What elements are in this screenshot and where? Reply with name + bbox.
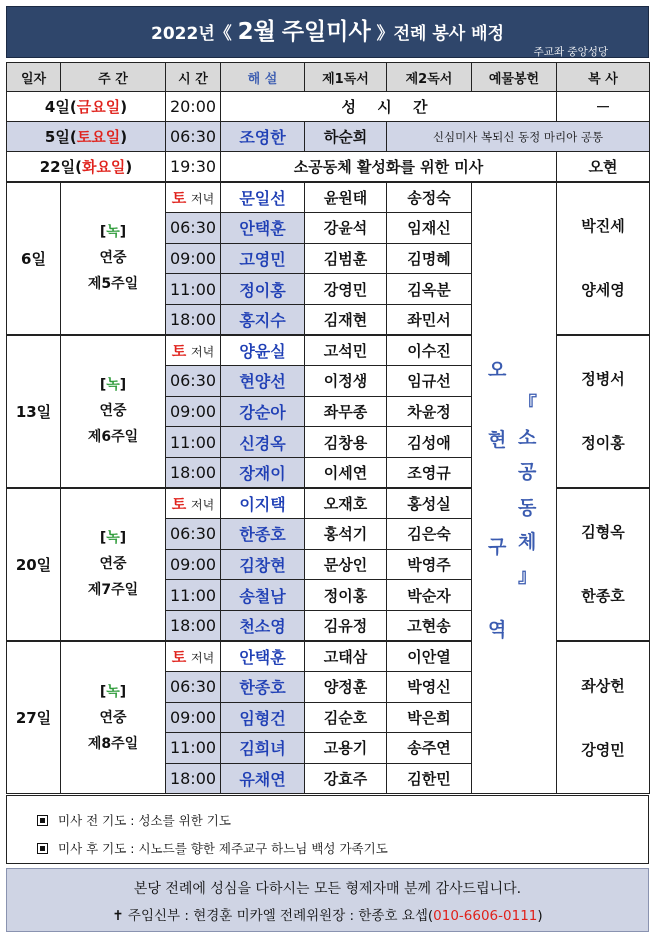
mass-time: 18:00 bbox=[166, 610, 221, 641]
reader1-cell: 윤원태 bbox=[305, 182, 387, 213]
commentary-cell: 안택훈 bbox=[221, 641, 305, 672]
reader1-cell: 고태삼 bbox=[305, 641, 387, 672]
header-commentary: 해 설 bbox=[221, 63, 305, 92]
reader1-cell: 강효주 bbox=[305, 763, 387, 794]
commentary-cell: 천소영 bbox=[221, 610, 305, 641]
week-date: 13일 bbox=[7, 335, 61, 488]
mass-time: 토 저녁 bbox=[166, 641, 221, 672]
commentary-cell: 장재이 bbox=[221, 457, 305, 488]
reader1-cell: 강윤석 bbox=[305, 213, 387, 244]
reader2-cell: 송주연 bbox=[387, 733, 472, 764]
commentary-cell: 양윤실 bbox=[221, 335, 305, 366]
special-reader1: 하순희 bbox=[305, 122, 387, 152]
offering-char: 오 bbox=[488, 359, 507, 381]
commentary-cell: 한종호 bbox=[221, 519, 305, 550]
reader2-cell: 박은희 bbox=[387, 702, 472, 733]
mass-time: 11:00 bbox=[166, 274, 221, 305]
header-time: 시 간 bbox=[166, 63, 221, 92]
reader2-cell: 임재신 bbox=[387, 213, 472, 244]
commentary-cell: 신경옥 bbox=[221, 427, 305, 458]
week-date: 20일 bbox=[7, 488, 61, 641]
phone-number: 010-6606-0111 bbox=[433, 908, 538, 924]
reader1-cell: 이세연 bbox=[305, 457, 387, 488]
reader2-cell: 차윤정 bbox=[387, 396, 472, 427]
reader1-cell: 고석민 bbox=[305, 335, 387, 366]
week-label: [녹] 연중 제6주일 bbox=[61, 335, 166, 488]
offering-char: 현 bbox=[488, 429, 507, 451]
reader1-cell: 오재호 bbox=[305, 488, 387, 519]
special-date: 5일(토요일) bbox=[7, 122, 166, 152]
offering-cell bbox=[472, 182, 557, 794]
week-label: [녹] 연중 제7주일 bbox=[61, 488, 166, 641]
reader2-cell: 좌민서 bbox=[387, 304, 472, 335]
commentary-cell: 임형건 bbox=[221, 702, 305, 733]
reader2-cell: 김성애 bbox=[387, 427, 472, 458]
reader2-cell: 김옥분 bbox=[387, 274, 472, 305]
altar-cell: 정병서 정이홍 bbox=[557, 335, 650, 488]
mass-time: 토 저녁 bbox=[166, 488, 221, 519]
header-row bbox=[7, 63, 650, 92]
mass-time: 토 저녁 bbox=[166, 182, 221, 213]
mass-time: 18:00 bbox=[166, 763, 221, 794]
reader2-cell: 송정숙 bbox=[387, 182, 472, 213]
header-table bbox=[6, 62, 650, 182]
mass-time: 09:00 bbox=[166, 243, 221, 274]
note-item: 미사 후 기도 : 시노드를 향한 제주교구 하느님 백성 가족기도 bbox=[37, 839, 388, 857]
thanks-message: 본당 전례에 성심을 다하시는 모든 형제자매 분께 감사드립니다. bbox=[133, 881, 522, 897]
commentary-cell: 홍지수 bbox=[221, 304, 305, 335]
note-item: 미사 전 기도 : 성소를 위한 기도 bbox=[37, 811, 231, 829]
mass-time: 11:00 bbox=[166, 580, 221, 611]
mass-time: 09:00 bbox=[166, 549, 221, 580]
reader2-cell: 이안열 bbox=[387, 641, 472, 672]
reader2-cell: 김명혜 bbox=[387, 243, 472, 274]
altar-cell: 김형옥 한종호 bbox=[557, 488, 650, 641]
mass-time: 11:00 bbox=[166, 733, 221, 764]
offering-char: 구 bbox=[488, 536, 507, 558]
reader1-cell: 문상인 bbox=[305, 549, 387, 580]
commentary-cell: 고영민 bbox=[221, 243, 305, 274]
special-content: 소공동체 활성화를 위한 미사 bbox=[221, 152, 557, 182]
offering-char: 역 bbox=[488, 619, 507, 641]
reader2-cell: 김한민 bbox=[387, 763, 472, 794]
page-title bbox=[7, 13, 648, 46]
header-week: 주 간 bbox=[61, 63, 166, 92]
commentary-cell: 김희녀 bbox=[221, 733, 305, 764]
week-label: [녹] 연중 제8주일 bbox=[61, 641, 166, 794]
title-year: 2022년《 bbox=[151, 24, 232, 44]
reader2-cell: 박영주 bbox=[387, 549, 472, 580]
title-suffix: 》전례 봉사 배정 bbox=[376, 24, 504, 44]
reader1-cell: 좌무종 bbox=[305, 396, 387, 427]
special-date: 4일(금요일) bbox=[7, 92, 166, 122]
reader2-cell: 김은숙 bbox=[387, 519, 472, 550]
offering-char: 소 bbox=[518, 427, 537, 449]
mass-time: 18:00 bbox=[166, 457, 221, 488]
altar-cell: 박진세 양세영 bbox=[557, 182, 650, 335]
offering-char: 체 bbox=[518, 531, 537, 553]
header-reader1: 제1독서 bbox=[305, 63, 387, 92]
special-date: 22일(화요일) bbox=[7, 152, 166, 182]
signature-line: ✝ 주임신부 : 현경훈 미카엘 전례위원장 : 한종호 요셉(010-6606-0111) bbox=[112, 908, 543, 924]
checkbox-icon bbox=[37, 843, 48, 854]
title-mass: 주일미사 bbox=[281, 19, 371, 45]
offering-char: 공 bbox=[518, 461, 537, 483]
reader1-cell: 강영민 bbox=[305, 274, 387, 305]
special-row bbox=[7, 122, 650, 152]
altar-cell: 좌상헌 강영민 bbox=[557, 641, 650, 794]
commentary-cell: 문일선 bbox=[221, 182, 305, 213]
special-commentary: 조영한 bbox=[221, 122, 305, 152]
reader2-cell: 조영규 bbox=[387, 457, 472, 488]
commentary-cell: 강순아 bbox=[221, 396, 305, 427]
commentary-cell: 안택훈 bbox=[221, 213, 305, 244]
commentary-cell: 현양선 bbox=[221, 366, 305, 397]
reader1-cell: 김유정 bbox=[305, 610, 387, 641]
special-altar: － bbox=[557, 92, 650, 122]
offering-char: 』 bbox=[518, 565, 538, 587]
mass-time: 18:00 bbox=[166, 304, 221, 335]
special-content: 성 시 간 bbox=[221, 92, 557, 122]
prayer-notes bbox=[6, 795, 649, 864]
mass-row bbox=[7, 182, 650, 213]
mass-time: 09:00 bbox=[166, 702, 221, 733]
week-label: [녹] 연중 제5주일 bbox=[61, 182, 166, 335]
header-altar: 복 사 bbox=[557, 63, 650, 92]
commentary-cell: 송철남 bbox=[221, 580, 305, 611]
week-date: 27일 bbox=[7, 641, 61, 794]
reader2-cell: 고현송 bbox=[387, 610, 472, 641]
title-month: 2월 bbox=[237, 19, 276, 45]
reader2-cell: 박순자 bbox=[387, 580, 472, 611]
special-content: 신심미사 복되신 동정 마리아 공통 bbox=[387, 122, 650, 152]
special-altar: 오현 bbox=[557, 152, 650, 182]
mass-time: 09:00 bbox=[166, 396, 221, 427]
reader2-cell: 임규선 bbox=[387, 366, 472, 397]
special-time: 06:30 bbox=[166, 122, 221, 152]
commentary-cell: 이지택 bbox=[221, 488, 305, 519]
reader2-cell: 이수진 bbox=[387, 335, 472, 366]
header-offering: 예물봉헌 bbox=[472, 63, 557, 92]
title-bar bbox=[6, 6, 649, 58]
mass-time: 06:30 bbox=[166, 672, 221, 703]
commentary-cell: 정이홍 bbox=[221, 274, 305, 305]
mass-time: 토 저녁 bbox=[166, 335, 221, 366]
reader1-cell: 고용기 bbox=[305, 733, 387, 764]
checkbox-icon bbox=[37, 815, 48, 826]
footer-box bbox=[6, 868, 649, 932]
reader1-cell: 김순호 bbox=[305, 702, 387, 733]
offering-char: 『 bbox=[518, 393, 538, 415]
reader1-cell: 양정훈 bbox=[305, 672, 387, 703]
special-time: 20:00 bbox=[166, 92, 221, 122]
mass-time: 06:30 bbox=[166, 366, 221, 397]
parish-name: 주교좌 중앙성당 bbox=[533, 46, 608, 58]
header-reader2: 제2독서 bbox=[387, 63, 472, 92]
reader2-cell: 박영신 bbox=[387, 672, 472, 703]
offering-char: 동 bbox=[518, 497, 537, 519]
reader1-cell: 김창용 bbox=[305, 427, 387, 458]
special-row bbox=[7, 92, 650, 122]
weekly-table bbox=[6, 181, 650, 794]
commentary-cell: 김창현 bbox=[221, 549, 305, 580]
mass-time: 06:30 bbox=[166, 213, 221, 244]
special-row bbox=[7, 152, 650, 182]
header-date: 일자 bbox=[7, 63, 61, 92]
reader2-cell: 홍성실 bbox=[387, 488, 472, 519]
special-time: 19:30 bbox=[166, 152, 221, 182]
reader1-cell: 이정생 bbox=[305, 366, 387, 397]
commentary-cell: 한종호 bbox=[221, 672, 305, 703]
reader1-cell: 홍석기 bbox=[305, 519, 387, 550]
reader1-cell: 김범훈 bbox=[305, 243, 387, 274]
reader1-cell: 김재현 bbox=[305, 304, 387, 335]
mass-time: 11:00 bbox=[166, 427, 221, 458]
commentary-cell: 유채연 bbox=[221, 763, 305, 794]
reader1-cell: 정이홍 bbox=[305, 580, 387, 611]
week-date: 6일 bbox=[7, 182, 61, 335]
mass-time: 06:30 bbox=[166, 519, 221, 550]
